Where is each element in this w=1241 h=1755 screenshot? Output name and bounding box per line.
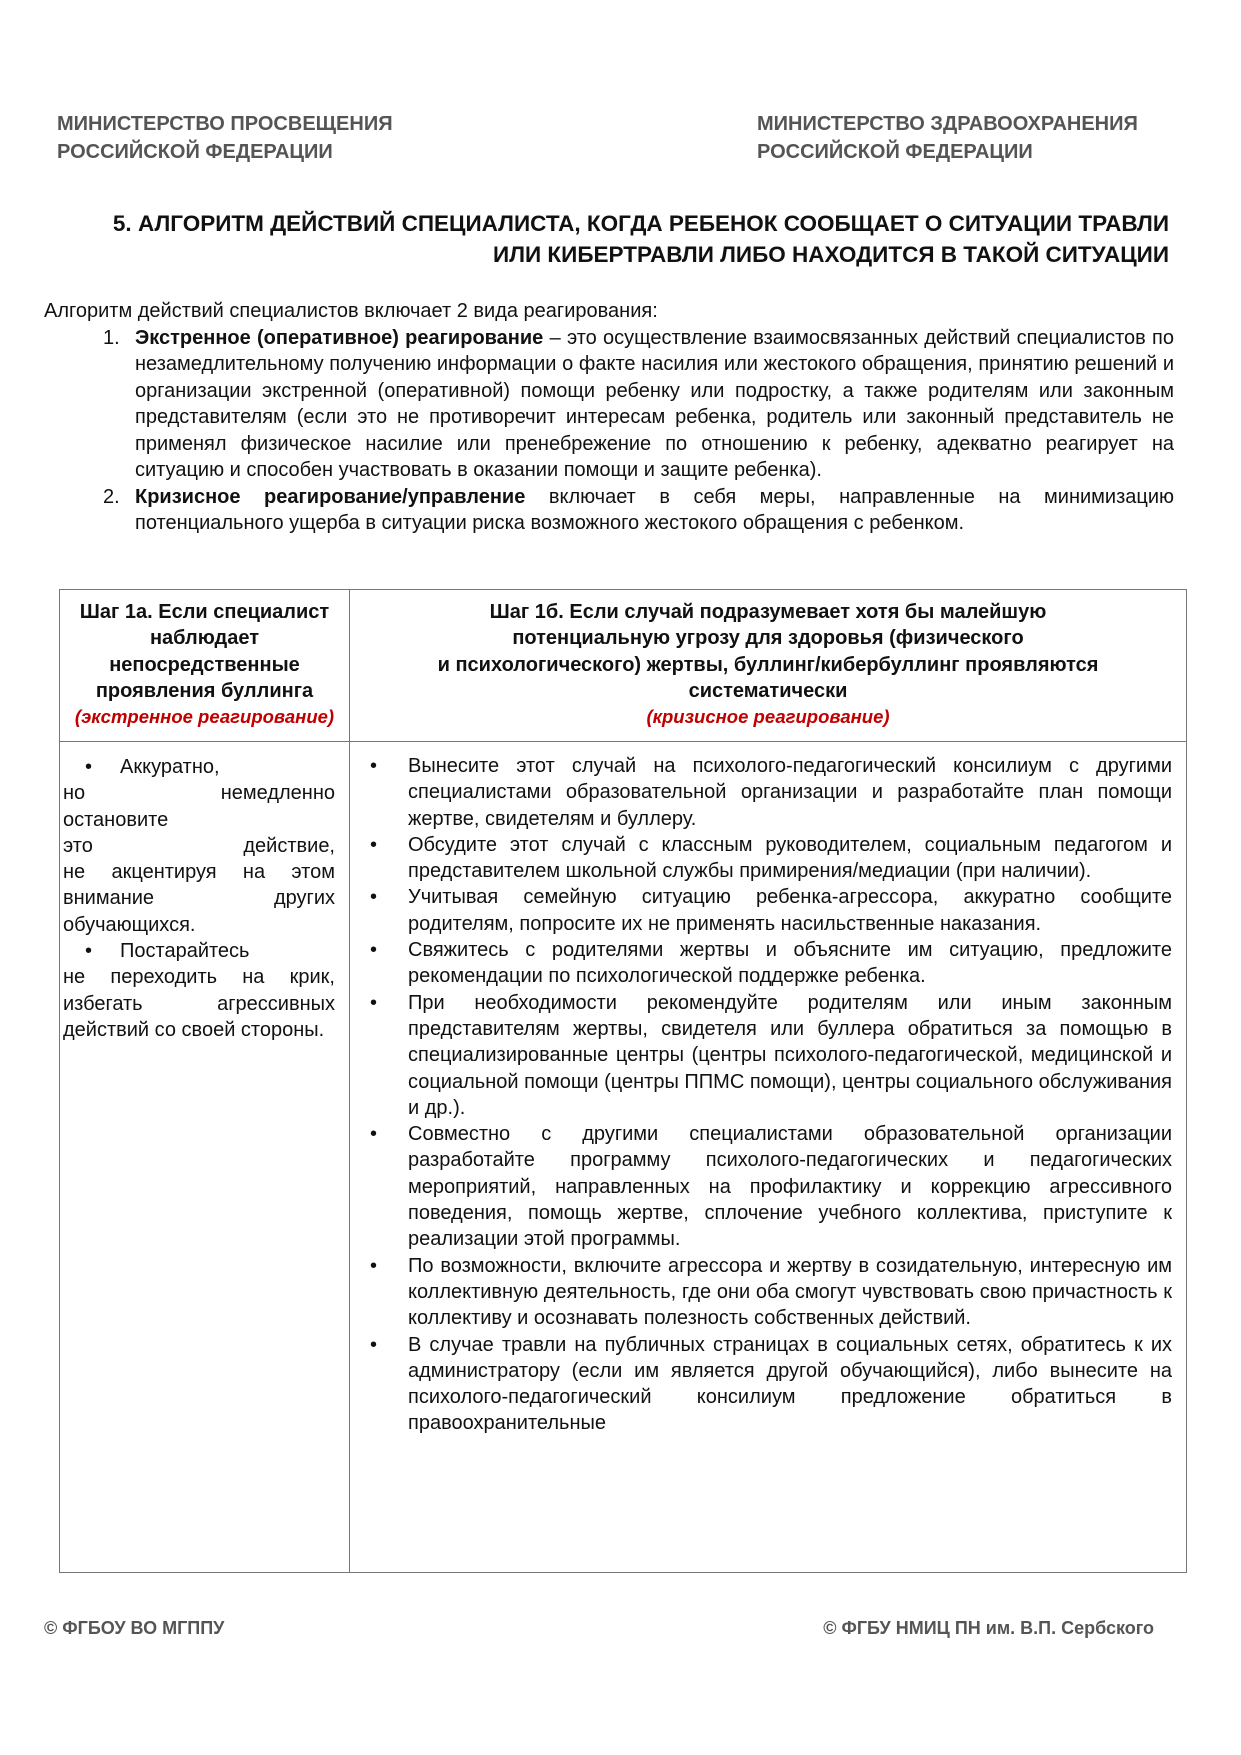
steps-table	[59, 589, 1187, 1573]
step-1a-header-line: непосредственные	[109, 653, 300, 676]
step-1b-header-line: систематически	[688, 679, 848, 702]
action-word: на	[242, 861, 266, 884]
section-title-line-2: ИЛИ КИБЕРТРАВЛИ ЛИБО НАХОДИТСЯ В ТАКОЙ СИТУАЦИИ	[493, 242, 1169, 267]
action-item	[370, 1332, 1172, 1437]
bullet-icon: •	[370, 1123, 378, 1146]
bullet-icon: •	[370, 833, 378, 856]
step-1a-lines	[63, 754, 335, 1043]
footer-copyright-mgppu: © ФГБОУ ВО МГППУ	[44, 1618, 225, 1638]
list-number: 1.	[103, 326, 120, 349]
bullet-icon: •	[370, 1254, 378, 1277]
response-type-item	[44, 325, 1174, 484]
step-1a-actions	[60, 742, 350, 1573]
response-types-list	[44, 325, 1174, 537]
action-word: переходить	[110, 966, 218, 989]
action-word: этом	[291, 861, 335, 884]
step-1a-header-line: наблюдает	[149, 627, 260, 650]
header-right-line-2: РОССИЙСКОЙ ФЕДЕРАЦИИ	[757, 141, 1033, 163]
action-item	[370, 832, 1172, 885]
bullet-icon: •	[370, 1333, 378, 1356]
action-word: это	[63, 834, 93, 857]
action-word: на	[242, 966, 265, 989]
action-item	[370, 1253, 1172, 1332]
action-line	[63, 885, 335, 911]
action-item	[370, 884, 1172, 937]
step-1b-header-line: потенциальную угрозу для здоровья (физического	[512, 627, 1024, 650]
header-ministry-education	[57, 110, 393, 166]
action-item	[370, 990, 1172, 1121]
steps-table-body-row	[60, 742, 1187, 1573]
bullet-icon: •	[370, 991, 378, 1014]
action-word: акцентируя	[111, 861, 217, 884]
bullet-icon: •	[370, 939, 378, 962]
header-ministry-health	[757, 110, 1138, 166]
response-type-description: включает в себя меры, направленные на минимизацию потенциального ущерба в ситуации риска возможного жестокого обращения с ребенком.	[135, 485, 1175, 534]
action-line	[63, 833, 335, 859]
action-word: но	[63, 782, 86, 805]
step-1b-header-line: и психологического) жертвы, буллинг/кибербуллинг проявляются	[437, 653, 1099, 676]
bullet-icon: •	[370, 755, 378, 777]
action-text: Совместно с другими специалистами образовательной организации разработайте программу психолого-педагогических и педагогических мероприятий, направленных на профилактику и коррекцию агрессивного поведения, помощь жертве, сплочение учебного коллектива, приступите к реализации этой программы.	[408, 1123, 1172, 1251]
action-line	[63, 964, 335, 990]
step-1b-list	[370, 753, 1172, 1437]
action-text: Учитывая семейную ситуацию ребенка-агрессора, аккуратно сообщите родителям, попросите их не применять насильственные наказания.	[408, 886, 1172, 935]
bullet-icon: •	[370, 886, 378, 909]
header-right-line-1: МИНИСТЕРСТВО ЗДРАВООХРАНЕНИЯ	[757, 113, 1138, 135]
bullet-icon: •	[85, 756, 93, 778]
action-item	[370, 937, 1172, 990]
action-text: Аккуратно,	[120, 756, 220, 778]
step-1a-header-line: проявления буллинга	[95, 679, 314, 702]
list-number: 2.	[103, 485, 120, 508]
step-1a-header	[60, 590, 350, 742]
action-text: По возможности, включите агрессора и жертву в созидательную, интересную им коллективную деятельность, где они оба смогут чувствовать свою причастность к коллективу и осознавать полезность собственных действий.	[408, 1254, 1172, 1330]
step-1a-header-line: Шаг 1а. Если специалист	[79, 601, 330, 623]
bullet-icon: •	[85, 940, 93, 963]
section-title	[113, 208, 1169, 270]
response-type-description: – это осуществление взаимосвязанных действий специалистов по незамедлительному получению информации о факте насилия или жестокого обращения, принятию решений и организации экстренной (оперативной) помощи ребенку или подростку, а также родителям или законным представителям (если это не противоречит интересам ребенка, родитель или законный представитель не применял физическое насилие или пренебрежение по отношению к ребенку, адекватно реагирует на ситуацию и способен участвовать в оказании помощи и защите ребенка).	[135, 326, 1175, 481]
action-bullet-line	[63, 754, 335, 780]
section-title-line-1: 5. АЛГОРИТМ ДЕЙСТВИЙ СПЕЦИАЛИСТА, КОГДА РЕБЕНОК СООБЩАЕТ О СИТУАЦИИ ТРАВЛИ	[112, 211, 1169, 236]
action-line	[63, 991, 335, 1017]
action-word: не	[63, 861, 86, 884]
header-left-line-2: РОССИЙСКОЙ ФЕДЕРАЦИИ	[57, 141, 333, 163]
action-word: немедленно	[220, 782, 335, 805]
footer-copyright-serbsky: © ФГБУ НМИЦ ПН им. В.П. Сербского	[823, 1618, 1154, 1638]
action-text: Постарайтесь	[120, 940, 250, 963]
header-left-line-1: МИНИСТЕРСТВО ПРОСВЕЩЕНИЯ	[57, 113, 393, 135]
intro-block	[44, 298, 1174, 537]
crisis-response-tag: (кризисное реагирование)	[646, 706, 890, 728]
steps-table-header-row	[60, 590, 1187, 742]
action-line: обучающихся.	[63, 913, 196, 936]
step-1b-actions	[350, 742, 1187, 1573]
action-text: Вынесите этот случай на психолого-педагогический консилиум с другими специалистами образовательной организации и разработайте план помощи жертве, свидетелям и буллеру.	[408, 755, 1172, 830]
action-text: Свяжитесь с родителями жертвы и объясните им ситуацию, предложите рекомендации по психологической поддержке ребенка.	[408, 939, 1172, 988]
action-text: При необходимости рекомендуйте родителям или иным законным представителям жертвы, свидетеля или буллера обратиться за помощью в специализированные центры (центры психолого-педагогической, медицинской и социальной помощи (центры ППМС помощи), центры социального обслуживания и др.).	[408, 991, 1172, 1119]
action-item	[370, 753, 1172, 832]
action-line	[63, 859, 335, 885]
response-type-item	[44, 484, 1174, 537]
action-bullet-line	[63, 938, 335, 964]
action-word: крик,	[289, 966, 335, 989]
intro-lead: Алгоритм действий специалистов включает 2 вида реагирования:	[44, 300, 658, 322]
action-item	[370, 1121, 1172, 1252]
action-word: других	[273, 887, 335, 910]
action-word: внимание	[63, 887, 155, 910]
response-type-name: Кризисное реагирование/управление	[135, 485, 526, 508]
step-1b-header-line: Шаг 1б. Если случай подразумевает хотя бы малейшую	[489, 601, 1047, 623]
action-word: не	[63, 966, 86, 989]
emergency-response-tag: (экстренное реагирование)	[74, 706, 335, 728]
step-1b-header	[350, 590, 1187, 742]
action-line	[63, 780, 335, 806]
action-text: В случае травли на публичных страницах в социальных сетях, обратитесь к их администратору (если им является другой обучающийся), либо вынесите на психолого-педагогический консилиум предложение обратиться в правоохранительные	[408, 1333, 1172, 1435]
action-word: агрессивных	[217, 992, 335, 1015]
response-type-name: Экстренное (оперативное) реагирование	[135, 326, 544, 349]
action-word: избегать	[63, 992, 143, 1015]
action-word: действие,	[243, 834, 335, 857]
action-line: действий со своей стороны.	[63, 1018, 325, 1041]
action-text: Обсудите этот случай с классным руководителем, социальным педагогом и представителем школьной службы примирения/медиации (при наличии).	[408, 833, 1172, 883]
action-line: остановите	[63, 808, 169, 831]
